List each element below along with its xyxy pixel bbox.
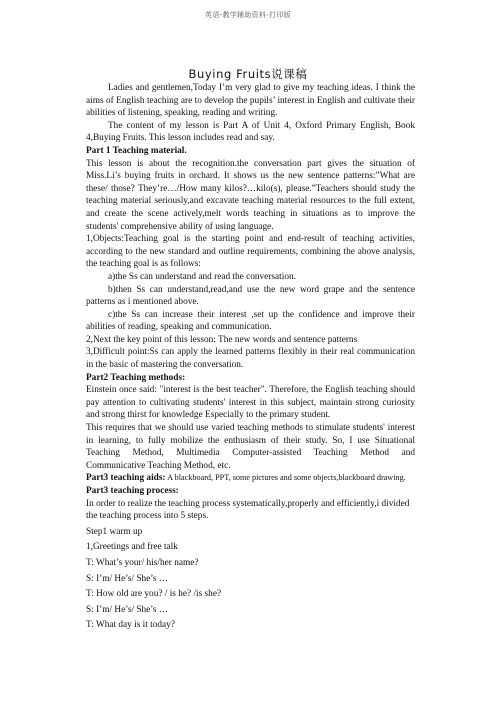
einstein-paragraph: Einstein once said: "interest is the best teacher". Therefore, the English teaching should pay attention to cultivating students' interest in this subject, maintain strong curiosity and strong thirst for knowledge Especially to the primary student. bbox=[86, 385, 415, 421]
content-paragraph: The content of my lesson is Part A of Unit 4, Oxford Primary English, Book 4,Buying Fruits. This lesson includes read and say. bbox=[86, 120, 415, 144]
dialogue-line: S: I’m/ He’s/ She’s … bbox=[86, 573, 169, 584]
methods-paragraph: This requires that we should use varied teaching methods to stimulate students' interest in learning, to fully mobilize the enthusiasm of their study. So, I use Situational Teaching Method, Multimedia Computer-assisted Teaching Method and Communicative Teaching Method, etc. bbox=[86, 423, 415, 471]
document-title: Buying Fruits说课稿 bbox=[188, 67, 308, 81]
difficult-point: 3,Difficult point:Ss can apply the learned patterns flexibly in their real communication in the basic of mastering the conversation. bbox=[86, 347, 415, 371]
process-intro: In order to realize the teaching process systematically,properly and efficiently,i divided the teaching process into 5 steps. bbox=[86, 498, 410, 522]
dialogue-line: T: What day is it today? bbox=[86, 620, 175, 631]
dialogue-line: T: How old are you? / is he? /is she? bbox=[86, 589, 222, 600]
objective-b: b)then Ss can understand,read,and use the new word grape and the sentence patterns as i mentioned above. bbox=[86, 284, 415, 308]
objective-c: c)the Ss can increase their interest ,set up the confidence and improve their abilities of reading, speaking and communication. bbox=[86, 309, 415, 333]
section-heading-teaching-process: Part3 teaching process: bbox=[86, 486, 179, 496]
teaching-aids-list: A blackboard, PPT, some pictures and some objects,blackboard drawing. bbox=[165, 473, 406, 483]
section-heading-teaching-aids: Part3 teaching aids: bbox=[86, 473, 166, 484]
dialogue-line: S: I’m/ He’s/ She’s … bbox=[86, 604, 169, 615]
intro-paragraph: Ladies and gentlemen,Today I’m very glad to give my teaching ideas. I think the aims of English teaching are to develop the pupils’ interest in English and cultivate their abilities of listening, speaking, reading and writing. bbox=[86, 83, 415, 119]
section-heading-teaching-methods: Part2 Teaching methods: bbox=[86, 372, 186, 383]
objective-a: a)the Ss can understand and read the conversation. bbox=[108, 271, 296, 282]
section-heading-teaching-material: Part 1 Teaching material. bbox=[86, 145, 187, 156]
document-body bbox=[86, 82, 415, 632]
key-point: 2,Next the key point of this lesson: The new words and sentence patterns bbox=[86, 334, 358, 345]
dialogue-line: T: What’s your/ his/her name? bbox=[86, 557, 199, 568]
greetings-line: 1,Greetings and free talk bbox=[86, 542, 178, 553]
teaching-material-paragraph: This lesson is about the recognition.the conversation part gives the situation of Miss.Li’s buying fruits in orchard. It shows us the new sentence patterns:”What are these/ those? They’re…/How many kilos?…kilo(s), please.”Teachers should study the teaching material seriously,and excavate teaching material resources to the full extent, and create the scene actively,melt words teaching in situations as to improve the students' comprehensive ability of using language. bbox=[86, 158, 415, 232]
step1-heading: Step1 warm up bbox=[86, 526, 143, 537]
objects-paragraph: 1,Objects:Teaching goal is the starting point and end-result of teaching activities, according to the new standard and outline requirements, combining the above analysis, the teaching goal is as follows: bbox=[86, 234, 415, 270]
page-header: 英语-教学辅助资料-打印版 bbox=[205, 11, 291, 19]
